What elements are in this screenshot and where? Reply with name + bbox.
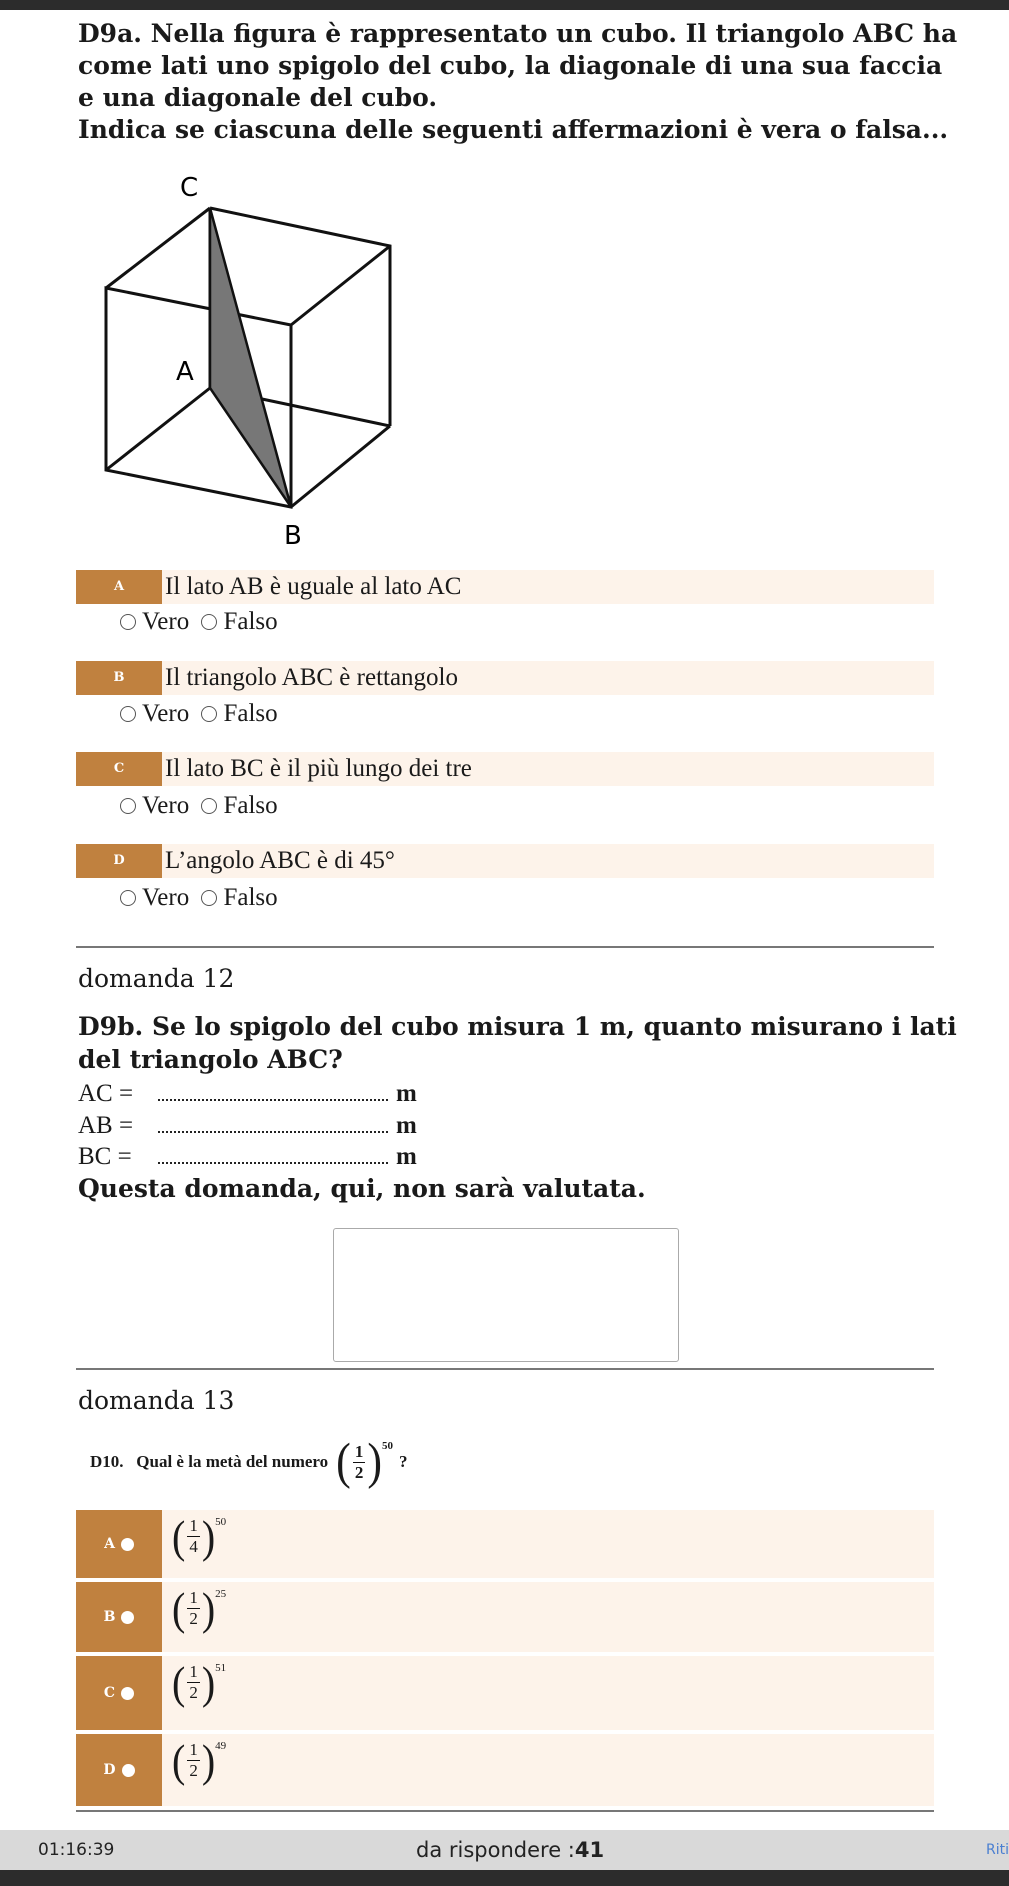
statement-letter: A <box>76 570 162 604</box>
statement-row-b <box>76 661 934 695</box>
radio-icon[interactable] <box>120 706 136 722</box>
answer-blank[interactable] <box>158 1148 388 1164</box>
choices-d <box>120 884 278 913</box>
question-d9a-title: D9a. Nella figura è rappresentato un cubo. Il triangolo ABC ha come lati uno spigolo del cubo, la diagonale di una sua faccia e una diagonale del cubo. <box>78 19 958 112</box>
divider <box>76 1368 934 1370</box>
radio-dot-icon <box>121 1687 134 1700</box>
answer-row-ab: AB = m <box>78 1112 417 1139</box>
triangle-abc <box>210 208 291 507</box>
choices-c <box>120 792 278 821</box>
option-b[interactable] <box>76 1582 934 1652</box>
falso-option-d[interactable]: Falso <box>201 884 277 912</box>
choices-b <box>120 700 278 729</box>
cube-figure <box>90 168 410 558</box>
answer-row-ac: AC = m <box>78 1080 417 1107</box>
choices-a <box>120 608 278 637</box>
question-d10-prompt: D10. Qual è la metà del numero ( 1 2 ) 50 ? <box>90 1433 408 1490</box>
statement-row-d <box>76 844 934 878</box>
falso-option-a[interactable]: Falso <box>201 608 277 636</box>
answer-textarea[interactable] <box>333 1228 679 1362</box>
radio-icon[interactable] <box>201 890 217 906</box>
option-fraction: ( 1 2 ) 49 <box>172 1734 227 1786</box>
option-fraction: ( 1 4 ) 50 <box>172 1510 227 1562</box>
prompt-fraction: ( 1 2 ) 50 <box>336 1433 393 1490</box>
radio-dot-icon <box>121 1611 134 1624</box>
radio-icon[interactable] <box>201 614 217 630</box>
answer-row-bc: BC = m <box>78 1143 417 1170</box>
option-d[interactable] <box>76 1734 934 1806</box>
label-b: B <box>284 521 302 551</box>
not-graded-note: Questa domanda, qui, non sarà valutata. <box>78 1174 646 1203</box>
radio-icon[interactable] <box>201 798 217 814</box>
option-c[interactable] <box>76 1656 934 1730</box>
question-label-13: domanda 13 <box>78 1386 235 1415</box>
option-letter: A <box>76 1510 162 1578</box>
statement-letter: C <box>76 752 162 786</box>
remaining-count: da rispondere :41 <box>416 1838 605 1862</box>
statement-text: Il triangolo ABC è rettangolo <box>165 664 459 691</box>
option-letter: C <box>76 1656 162 1730</box>
divider <box>76 1810 934 1812</box>
radio-icon[interactable] <box>120 890 136 906</box>
retry-link[interactable]: Riti <box>986 1842 1009 1858</box>
divider <box>76 946 934 948</box>
statement-text: Il lato BC è il più lungo dei tre <box>165 755 472 782</box>
vero-option-d[interactable]: Vero <box>120 884 189 912</box>
statement-text: L’angolo ABC è di 45° <box>165 847 395 874</box>
statement-row-a <box>76 570 934 604</box>
label-a: A <box>176 357 194 387</box>
question-d9a <box>78 18 958 146</box>
radio-icon[interactable] <box>120 614 136 630</box>
option-letter: B <box>76 1582 162 1652</box>
statement-letter: D <box>76 844 162 878</box>
radio-icon[interactable] <box>120 798 136 814</box>
vero-option-c[interactable]: Vero <box>120 792 189 820</box>
falso-option-b[interactable]: Falso <box>201 700 277 728</box>
statement-text: Il lato AB è uguale al lato AC <box>165 573 462 600</box>
statement-letter: B <box>76 661 162 695</box>
status-bar <box>0 1830 1009 1870</box>
question-d9b-title: D9b. Se lo spigolo del cubo misura 1 m, quanto misurano i lati del triangolo ABC? <box>78 1012 957 1074</box>
statement-row-c <box>76 752 934 786</box>
question-d9a-instruction: Indica se ciascuna delle seguenti affermazioni è vera o falsa... <box>78 115 949 144</box>
timer: 01:16:39 <box>38 1840 115 1860</box>
vero-option-b[interactable]: Vero <box>120 700 189 728</box>
option-fraction: ( 1 2 ) 25 <box>172 1582 227 1634</box>
radio-dot-icon <box>121 1538 134 1551</box>
option-letter: D <box>76 1734 162 1806</box>
option-a[interactable] <box>76 1510 934 1578</box>
falso-option-c[interactable]: Falso <box>201 792 277 820</box>
vero-option-a[interactable]: Vero <box>120 608 189 636</box>
label-c: C <box>180 173 199 203</box>
answer-blank[interactable] <box>158 1085 388 1101</box>
option-fraction: ( 1 2 ) 51 <box>172 1656 227 1708</box>
radio-icon[interactable] <box>201 706 217 722</box>
bottom-bar <box>0 1870 1009 1886</box>
question-label-12: domanda 12 <box>78 964 235 993</box>
top-bar <box>0 0 1009 10</box>
radio-dot-icon <box>122 1764 135 1777</box>
answer-blank[interactable] <box>158 1117 388 1133</box>
